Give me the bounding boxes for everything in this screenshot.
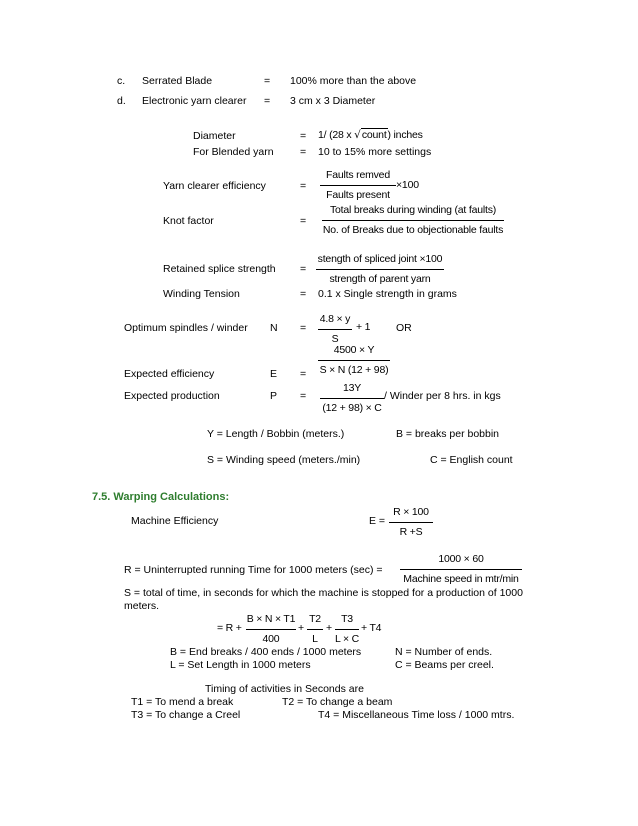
def-beams-per-creel: C = Beams per creel. bbox=[395, 659, 494, 671]
diameter-radicand: count bbox=[361, 129, 387, 141]
s-formula-lead: = R + bbox=[217, 622, 242, 634]
expected-production-label: Expected production bbox=[124, 390, 220, 402]
item-d-label: Electronic yarn clearer bbox=[142, 95, 247, 107]
numerator: 1000 × 60 bbox=[438, 553, 484, 565]
clearer-efficiency-label: Yarn clearer efficiency bbox=[163, 180, 266, 192]
knot-factor-label: Knot factor bbox=[163, 215, 214, 227]
def-number-of-ends: N = Number of ends. bbox=[395, 646, 493, 658]
numerator: B × N × T1 bbox=[246, 613, 296, 625]
splice-strength-label: Retained splice strength bbox=[163, 263, 276, 275]
winding-tension-label: Winding Tension bbox=[163, 288, 240, 300]
s-term-2-fraction bbox=[307, 614, 323, 644]
equals-sign: = bbox=[300, 215, 307, 227]
production-suffix: / Winder per 8 hrs. in kgs bbox=[384, 390, 501, 402]
blended-value: 10 to 15% more settings bbox=[318, 146, 432, 158]
timing-heading: Timing of activities in Seconds are bbox=[205, 683, 364, 695]
clearer-efficiency-fraction bbox=[320, 170, 396, 200]
equals-sign: = bbox=[300, 390, 307, 402]
def-end-breaks: B = End breaks / 400 ends / 1000 meters bbox=[170, 646, 362, 658]
equals-sign: = bbox=[300, 368, 307, 380]
item-c-letter: c. bbox=[117, 75, 126, 87]
plus-sign: + bbox=[298, 622, 304, 634]
diameter-formula bbox=[318, 128, 423, 141]
denominator: S × N (12 + 98) bbox=[319, 363, 389, 376]
s-term-1-fraction bbox=[246, 614, 296, 644]
diameter-post: ) inches bbox=[387, 129, 423, 141]
diameter-label: Diameter bbox=[193, 130, 236, 142]
def-t4: T4 = Miscellaneous Time loss / 1000 mtrs. bbox=[318, 709, 515, 721]
def-t3: T3 = To change a Creel bbox=[131, 709, 241, 721]
denominator: S bbox=[331, 332, 339, 345]
numerator: 4500 × Y bbox=[333, 344, 375, 356]
def-b: B = breaks per bobbin bbox=[396, 428, 500, 440]
optimum-spindles-label: Optimum spindles / winder bbox=[124, 322, 248, 334]
def-y: Y = Length / Bobbin (meters.) bbox=[207, 428, 345, 440]
r-definition: R = Uninterrupted running Time for 1000 meters (sec) = bbox=[124, 564, 383, 576]
item-d-letter: d. bbox=[117, 95, 126, 107]
s-term-3-fraction bbox=[335, 614, 359, 644]
equals-sign: = bbox=[264, 75, 271, 87]
s-formula-tail: + T4 bbox=[361, 622, 382, 634]
item-c-label: Serrated Blade bbox=[142, 75, 213, 87]
knot-factor-fraction bbox=[322, 205, 504, 235]
denominator: R +S bbox=[399, 525, 423, 538]
numerator: Total breaks during winding (at faults) bbox=[329, 204, 497, 216]
equals-sign: = bbox=[300, 130, 307, 142]
def-c: C = English count bbox=[430, 454, 513, 466]
production-fraction bbox=[320, 383, 384, 413]
denominator: No. of Breaks due to objectionable faults bbox=[322, 223, 504, 236]
def-set-length: L = Set Length in 1000 meters bbox=[170, 659, 311, 671]
symbol-p: P bbox=[270, 390, 278, 402]
equals-sign: = bbox=[300, 322, 307, 334]
numerator: stength of spliced joint ×100 bbox=[317, 253, 443, 265]
winding-tension-value: 0.1 x Single strength in grams bbox=[318, 288, 457, 300]
item-c-value: 100% more than the above bbox=[290, 75, 417, 87]
item-d-value: 3 cm x 3 Diameter bbox=[290, 95, 376, 107]
expected-efficiency-label: Expected efficiency bbox=[124, 368, 215, 380]
machine-efficiency-fraction bbox=[389, 507, 433, 537]
efficiency-fraction bbox=[318, 345, 390, 375]
numerator: 4.8 × y bbox=[319, 313, 351, 325]
denominator: Machine speed in mtr/min bbox=[403, 572, 519, 585]
equals-sign: = bbox=[300, 263, 307, 275]
symbol-n: N bbox=[270, 322, 278, 334]
splice-strength-fraction bbox=[316, 254, 444, 284]
denominator: L × C bbox=[335, 632, 359, 645]
e-equals: E = bbox=[369, 515, 386, 527]
symbol-e: E bbox=[270, 368, 278, 380]
equals-sign: = bbox=[300, 146, 307, 158]
numerator: 13Y bbox=[342, 382, 362, 394]
r-fraction bbox=[400, 554, 522, 584]
denominator: strength of parent yarn bbox=[329, 272, 431, 285]
multiplier: ×100 bbox=[396, 179, 419, 191]
def-t1: T1 = To mend a break bbox=[131, 696, 234, 708]
spindles-fraction bbox=[318, 314, 352, 344]
numerator: T2 bbox=[309, 613, 321, 625]
def-t2: T2 = To change a beam bbox=[282, 696, 393, 708]
section-heading: 7.5. Warping Calculations: bbox=[92, 491, 230, 503]
denominator: Faults present bbox=[326, 188, 390, 201]
equals-sign: = bbox=[300, 180, 307, 192]
blended-label: For Blended yarn bbox=[193, 146, 274, 158]
or-text: OR bbox=[396, 322, 412, 334]
plus-sign: + bbox=[326, 622, 332, 634]
s-definition-line-1: S = total of time, in seconds for which the machine is stopped for a production of 1000 bbox=[124, 587, 523, 599]
numerator: R × 100 bbox=[393, 506, 429, 518]
numerator: Faults remved bbox=[326, 169, 390, 181]
diameter-pre: 1/ (28 x bbox=[318, 129, 355, 141]
denominator: (12 + 98) × C bbox=[322, 401, 382, 414]
machine-efficiency-label: Machine Efficiency bbox=[131, 515, 219, 527]
denominator: L bbox=[312, 632, 318, 645]
sqrt-symbol: √count bbox=[354, 129, 387, 141]
numerator: T3 bbox=[341, 613, 353, 625]
plus-one: + 1 bbox=[356, 321, 371, 333]
denominator: 400 bbox=[262, 632, 280, 645]
equals-sign: = bbox=[264, 95, 271, 107]
def-s: S = Winding speed (meters./min) bbox=[207, 454, 361, 466]
equals-sign: = bbox=[300, 288, 307, 300]
s-definition-line-2: meters. bbox=[124, 600, 160, 612]
